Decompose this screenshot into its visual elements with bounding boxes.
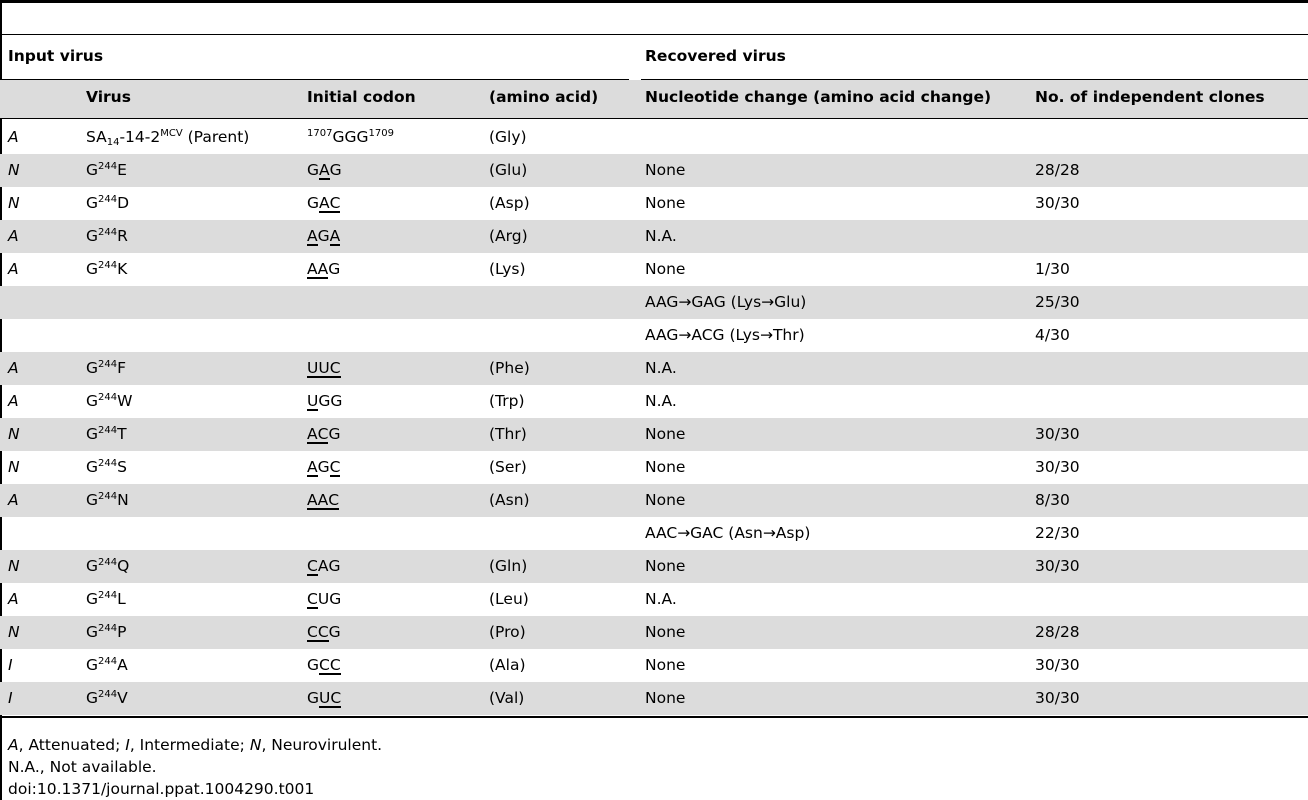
independent-clones: 28/28 <box>1035 161 1080 179</box>
codon-letter-mutated: A <box>307 227 318 245</box>
nucleotide-change: N.A. <box>645 227 677 245</box>
header-rule <box>0 34 1308 35</box>
amino-acid: (Gln) <box>489 557 528 575</box>
virus-name <box>86 385 132 418</box>
virus-superscript: 244 <box>98 359 118 370</box>
nucleotide-change: N.A. <box>645 392 677 410</box>
virus-name <box>86 550 129 583</box>
codon-letter: G <box>332 128 345 146</box>
independent-clones: 30/30 <box>1035 194 1080 212</box>
footnote-legend <box>8 734 382 756</box>
virus-tail: A <box>117 656 128 674</box>
col-head-nucleotide-change: Nucleotide change (amino acid change) <box>645 88 992 106</box>
codon-letter-mutated: A <box>319 194 330 212</box>
table-row <box>0 418 1308 451</box>
virus-subscript: 14 <box>106 137 120 148</box>
nucleotide-change: N.A. <box>645 590 677 608</box>
virus-tail: K <box>117 260 128 278</box>
footnote-doi: doi:10.1371/journal.ppat.1004290.t001 <box>8 780 315 798</box>
footnote-na: N.A., Not available. <box>8 758 157 776</box>
codon-letter: G <box>317 227 330 245</box>
virus-base: G <box>86 161 99 179</box>
virus-superscript: MCV <box>160 128 183 139</box>
virus-name <box>86 352 126 385</box>
amino-acid: (Arg) <box>489 227 528 245</box>
nucleotide-change: None <box>645 260 686 278</box>
codon-letter-mutated: C <box>307 623 318 641</box>
virus-superscript: 244 <box>98 227 118 238</box>
virus-tail: N <box>117 491 129 509</box>
codon-letter-mutated: A <box>307 260 318 278</box>
virus-superscript: 244 <box>98 260 118 271</box>
initial-codon <box>307 418 340 451</box>
virus-superscript: 244 <box>98 425 118 436</box>
virus-name <box>86 418 127 451</box>
virus-tail: Q <box>117 557 130 575</box>
virus-base: G <box>86 194 99 212</box>
independent-clones: 1/30 <box>1035 260 1070 278</box>
table-row <box>0 451 1308 484</box>
codon-letter: G <box>329 590 342 608</box>
virus-name <box>86 682 128 715</box>
virus-tail: F <box>117 359 127 377</box>
virulence-class: A <box>8 128 19 146</box>
amino-acid: (Asp) <box>489 194 530 212</box>
footnote-n: N <box>249 736 262 754</box>
virus-name <box>86 154 127 187</box>
initial-codon <box>307 220 340 253</box>
table-row <box>0 682 1308 715</box>
table-row <box>0 484 1308 517</box>
nucleotide-change: None <box>645 161 686 179</box>
virus-superscript: 244 <box>98 590 118 601</box>
codon-letter: G <box>307 194 320 212</box>
independent-clones: 30/30 <box>1035 656 1080 674</box>
table-row <box>0 154 1308 187</box>
independent-clones: 30/30 <box>1035 557 1080 575</box>
codon-letters <box>307 682 341 715</box>
table-row <box>0 616 1308 649</box>
codon-letter-mutated: A <box>307 458 318 476</box>
virus-base: SA <box>86 128 107 146</box>
codon-letter: U <box>317 590 330 608</box>
nucleotide-change: None <box>645 491 686 509</box>
codon-letter: G <box>328 623 341 641</box>
group-label-input: Input virus <box>8 47 104 65</box>
codon-letters <box>307 187 340 220</box>
virulence-class: A <box>8 260 19 278</box>
codon-letter-mutated: C <box>329 458 341 476</box>
codon-letter-mutated: C <box>307 590 318 608</box>
codon-letter-mutated: A <box>329 227 341 245</box>
col-head-initial-codon: Initial codon <box>307 88 416 106</box>
codon-start-position: 1707 <box>307 128 333 139</box>
table-row <box>0 286 1308 319</box>
virus-superscript: 244 <box>98 194 118 205</box>
virulence-class: A <box>8 590 19 608</box>
codon-letter: G <box>328 260 341 278</box>
codon-letter: G <box>307 656 320 674</box>
virus-base: G <box>86 227 99 245</box>
codon-letters <box>332 121 368 154</box>
initial-codon <box>307 385 342 418</box>
codon-letter-mutated: C <box>329 359 341 377</box>
virus-name <box>86 121 249 154</box>
codon-letter-mutated: C <box>307 557 318 575</box>
initial-codon <box>307 649 341 682</box>
independent-clones: 25/30 <box>1035 293 1080 311</box>
nucleotide-change: None <box>645 458 686 476</box>
amino-acid: (Thr) <box>489 425 527 443</box>
virus-name <box>86 484 129 517</box>
independent-clones: 28/28 <box>1035 623 1080 641</box>
codon-letter: G <box>307 689 320 707</box>
codon-letters <box>307 616 341 649</box>
codon-letter-mutated: A <box>317 260 329 278</box>
initial-codon <box>307 616 341 649</box>
virulence-class: N <box>8 194 20 212</box>
footnote-a: A <box>8 736 19 754</box>
col-head-clones: No. of independent clones <box>1035 88 1265 106</box>
codon-letter-mutated: A <box>307 491 318 509</box>
initial-codon <box>307 187 340 220</box>
virus-superscript: 244 <box>98 623 118 634</box>
independent-clones: 4/30 <box>1035 326 1070 344</box>
codon-letter-mutated: C <box>317 425 329 443</box>
initial-codon <box>307 352 341 385</box>
virus-superscript: 244 <box>98 161 118 172</box>
codon-letter-mutated: A <box>317 491 329 509</box>
table-row <box>0 253 1308 286</box>
virus-name <box>86 253 127 286</box>
table-row <box>0 550 1308 583</box>
virus-superscript: 244 <box>98 689 118 700</box>
virus-base: G <box>86 425 99 443</box>
virulence-class: N <box>8 458 20 476</box>
nucleotide-change: None <box>645 623 686 641</box>
virulence-class: A <box>8 227 19 245</box>
nucleotide-change: None <box>645 194 686 212</box>
col-head-virus: Virus <box>86 88 131 106</box>
table-row <box>0 121 1308 154</box>
virus-base: G <box>86 689 99 707</box>
codon-letter: G <box>330 392 343 410</box>
virus-name <box>86 451 127 484</box>
virulence-class: A <box>8 491 19 509</box>
codon-letter: G <box>328 425 341 443</box>
initial-codon <box>307 484 339 517</box>
independent-clones: 22/30 <box>1035 524 1080 542</box>
virulence-class: N <box>8 557 20 575</box>
virus-base: G <box>86 458 99 476</box>
virus-tail: P <box>117 623 127 641</box>
virus-base: G <box>86 557 99 575</box>
table-row <box>0 220 1308 253</box>
codon-letter-mutated: C <box>317 623 329 641</box>
codon-letter-mutated: A <box>319 161 330 179</box>
amino-acid: (Val) <box>489 689 525 707</box>
virus-name <box>86 649 128 682</box>
codon-letter: A <box>317 557 329 575</box>
virus-base: G <box>86 359 99 377</box>
footnote-n-text: , Neurovirulent. <box>261 736 383 754</box>
nucleotide-change: None <box>645 557 686 575</box>
table-row <box>0 583 1308 616</box>
codon-letters <box>307 550 340 583</box>
initial-codon <box>307 583 341 616</box>
nucleotide-change: N.A. <box>645 359 677 377</box>
virus-name <box>86 616 126 649</box>
initial-codon <box>307 682 341 715</box>
amino-acid: (Ser) <box>489 458 527 476</box>
virus-superscript: 244 <box>98 656 118 667</box>
codon-letters <box>307 649 341 682</box>
virus-tail: E <box>117 161 127 179</box>
initial-codon <box>307 154 342 187</box>
initial-codon <box>307 121 394 154</box>
codon-letters <box>307 253 340 286</box>
codon-letters <box>307 583 341 616</box>
virus-tail: R <box>117 227 128 245</box>
virus-superscript: 244 <box>98 392 118 403</box>
amino-acid: (Lys) <box>489 260 526 278</box>
nucleotide-change: None <box>645 425 686 443</box>
virus-name <box>86 220 128 253</box>
codon-letter-mutated: C <box>328 491 340 509</box>
virus-base: G <box>86 392 99 410</box>
virulence-class: N <box>8 623 20 641</box>
nucleotide-change: AAG→ACG (Lys→Thr) <box>645 326 805 344</box>
virulence-class: I <box>8 689 13 707</box>
codon-letter-mutated: A <box>307 425 318 443</box>
virus-name <box>86 187 129 220</box>
amino-acid: (Pro) <box>489 623 526 641</box>
codon-letters <box>307 352 341 385</box>
group-label-recovered: Recovered virus <box>645 47 786 65</box>
codon-letter-mutated: C <box>330 689 342 707</box>
virus-mid: -14-2 <box>119 128 161 146</box>
virus-base: G <box>86 590 99 608</box>
table-row <box>0 352 1308 385</box>
codon-letters <box>307 220 340 253</box>
table-row <box>0 649 1308 682</box>
footnote-i: I <box>125 736 130 754</box>
virus-name <box>86 583 126 616</box>
virus-superscript: 244 <box>98 491 118 502</box>
codon-letter-mutated: U <box>307 392 319 410</box>
independent-clones: 8/30 <box>1035 491 1070 509</box>
virus-base: G <box>86 656 99 674</box>
amino-acid: (Asn) <box>489 491 530 509</box>
bottom-rule <box>0 716 1308 718</box>
virus-tail: (Parent) <box>182 128 250 146</box>
independent-clones: 30/30 <box>1035 689 1080 707</box>
col-head-amino-acid: (amino acid) <box>489 88 599 106</box>
codon-letters <box>307 154 342 187</box>
independent-clones: 30/30 <box>1035 425 1080 443</box>
table-row <box>0 187 1308 220</box>
nucleotide-change: AAG→GAG (Lys→Glu) <box>645 293 807 311</box>
virus-base: G <box>86 491 99 509</box>
virulence-class: A <box>8 392 19 410</box>
codon-end-position: 1709 <box>368 128 394 139</box>
virulence-class: A <box>8 359 19 377</box>
independent-clones: 30/30 <box>1035 458 1080 476</box>
footnote-i-text: , Intermediate; <box>129 736 250 754</box>
codon-letter-mutated: U <box>307 359 319 377</box>
nucleotide-change: None <box>645 656 686 674</box>
amino-acid: (Gly) <box>489 128 527 146</box>
virus-tail: T <box>117 425 127 443</box>
virus-tail: V <box>117 689 128 707</box>
footnote-a-text: , Attenuated; <box>18 736 126 754</box>
virulence-class: I <box>8 656 13 674</box>
initial-codon <box>307 451 340 484</box>
virus-superscript: 244 <box>98 557 118 568</box>
initial-codon <box>307 253 340 286</box>
top-rule <box>0 0 1308 3</box>
codon-letter-mutated: C <box>329 656 341 674</box>
table-row <box>0 319 1308 352</box>
virus-tail: L <box>117 590 126 608</box>
codon-letter: G <box>318 392 331 410</box>
codon-letter: G <box>329 161 342 179</box>
virus-base: G <box>86 260 99 278</box>
virus-tail: D <box>117 194 130 212</box>
codon-letters <box>307 385 342 418</box>
virus-tail: S <box>117 458 127 476</box>
virulence-class: N <box>8 425 20 443</box>
codon-letters <box>307 418 340 451</box>
codon-letter: G <box>328 557 341 575</box>
column-header-rule <box>0 118 1308 119</box>
codon-letter-mutated: C <box>329 194 341 212</box>
codon-letter: G <box>317 458 330 476</box>
amino-acid: (Ala) <box>489 656 526 674</box>
nucleotide-change: None <box>645 689 686 707</box>
codon-letter-mutated: C <box>319 656 330 674</box>
codon-letter-mutated: U <box>319 689 331 707</box>
codon-letter: G <box>356 128 369 146</box>
virulence-class: N <box>8 161 20 179</box>
codon-letter-mutated: U <box>318 359 330 377</box>
initial-codon <box>307 550 340 583</box>
amino-acid: (Phe) <box>489 359 530 377</box>
amino-acid: (Glu) <box>489 161 528 179</box>
amino-acid: (Trp) <box>489 392 525 410</box>
virus-base: G <box>86 623 99 641</box>
virus-tail: W <box>117 392 133 410</box>
nucleotide-change: AAC→GAC (Asn→Asp) <box>645 524 811 542</box>
codon-letters <box>307 451 340 484</box>
amino-acid: (Leu) <box>489 590 529 608</box>
codon-letters <box>307 484 339 517</box>
table-row <box>0 385 1308 418</box>
codon-letter: G <box>344 128 357 146</box>
codon-letter: G <box>307 161 320 179</box>
virus-superscript: 244 <box>98 458 118 469</box>
table-row <box>0 517 1308 550</box>
